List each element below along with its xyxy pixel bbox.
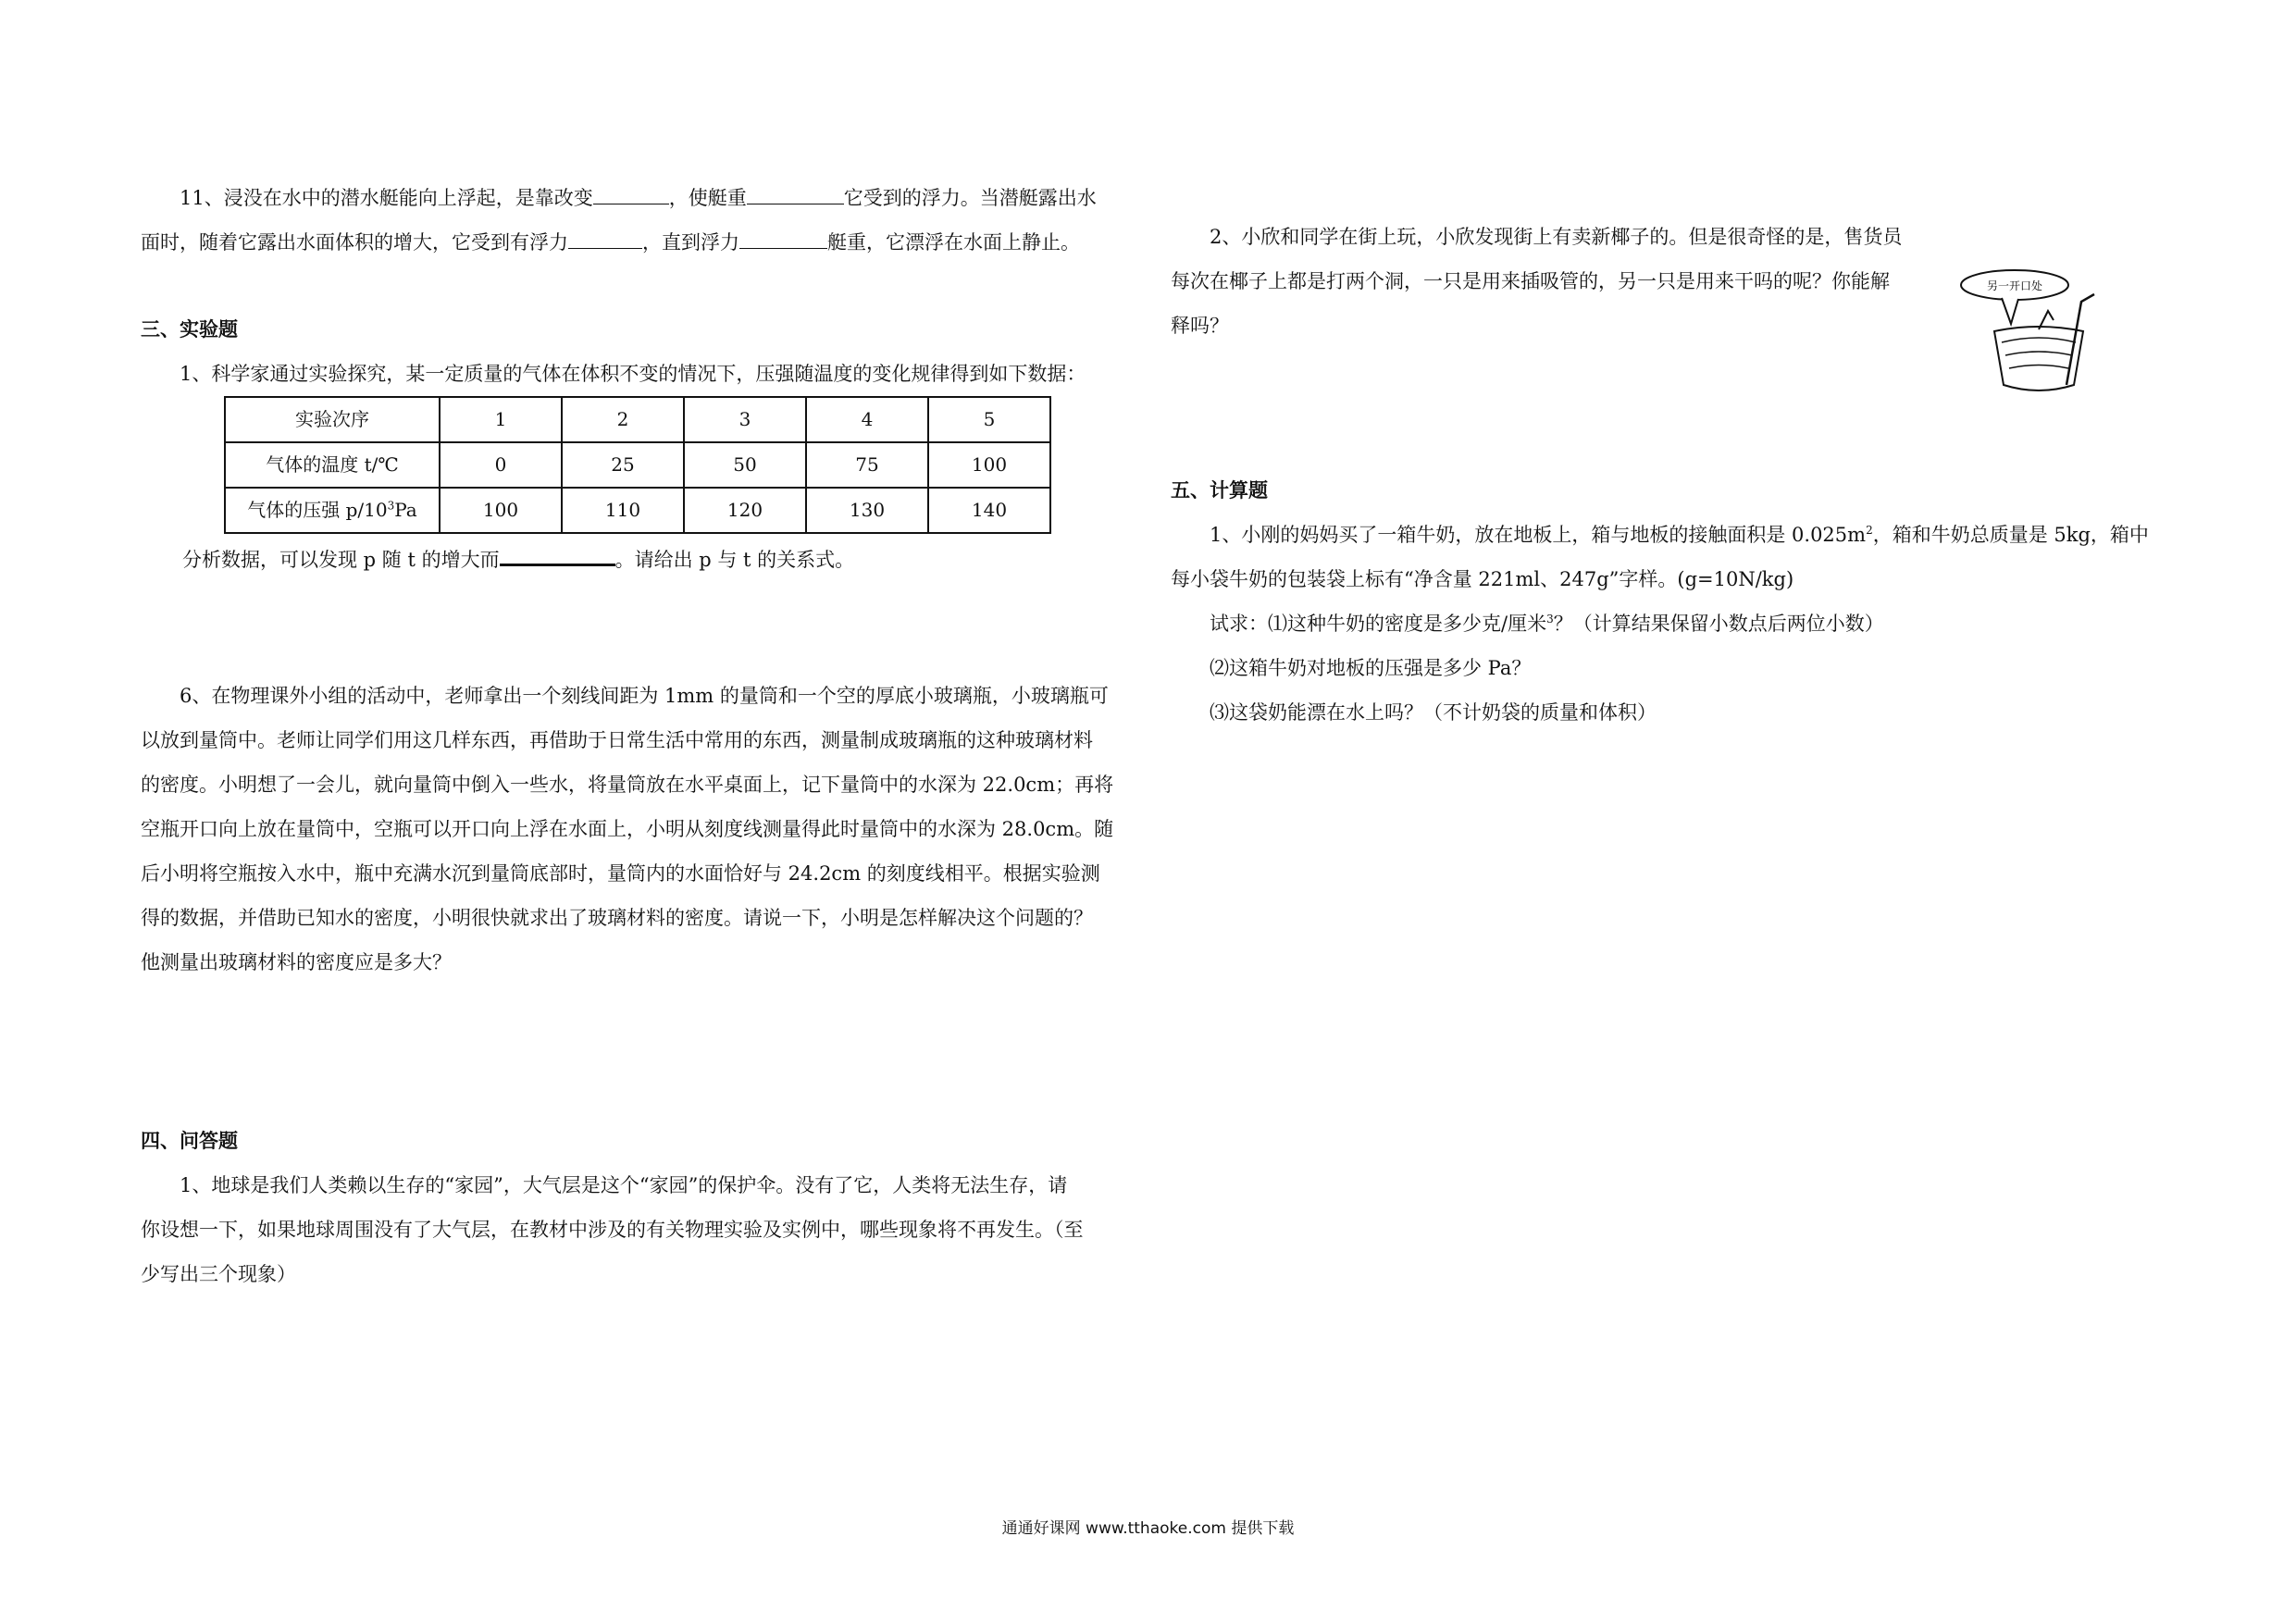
table-label-text: 气体的压强 p/10: [247, 499, 388, 521]
q1-after-text: 分析数据，可以发现 p 随 t 的增大而: [182, 549, 500, 571]
table-cell: [225, 488, 440, 533]
calc-sup: 2: [1866, 524, 1873, 537]
section5-heading: 五、计算题: [1171, 479, 1268, 502]
q11-text: ，直到浮力: [642, 231, 739, 254]
q6-line: 空瓶开口向上放在量筒中，空瓶可以开口向上浮在水面上，小明从刻度线测量得此时量筒中的水深为 28.0cm。随: [141, 818, 1114, 840]
q2-line: 释吗？: [1171, 315, 1229, 337]
q11-text: 艇重，它漂浮在水面上静止。: [827, 231, 1080, 254]
calc-text: 试求：⑴这种牛奶的密度是多少克/厘米: [1210, 613, 1547, 635]
table-cell: 100: [440, 488, 562, 533]
answer-blank: [747, 183, 844, 204]
q11-line1: [141, 176, 1140, 220]
q11-text: 它受到的浮力。当潜艇露出水: [843, 187, 1097, 209]
experiment-q1-after: [182, 538, 1140, 582]
table-cell: 0: [440, 442, 562, 488]
table-cell: 25: [562, 442, 684, 488]
table-label-text: Pa: [394, 499, 417, 521]
calc-text: ，箱和牛奶总质量是 5kg，箱中: [1872, 524, 2149, 546]
calc-text: ？（计算结果保留小数点后两位小数）: [1553, 613, 1884, 635]
table-cell: 实验次序: [225, 397, 440, 442]
q6-line: 以放到量筒中。老师让同学们用这几样东西，再借助于日常生活中常用的东西，测量制成玻璃瓶的这种玻璃材料: [141, 729, 1093, 751]
section4-heading: 四、问答题: [141, 1130, 238, 1152]
calc-sup: 3: [1546, 613, 1554, 626]
figure-label: 另一开口处: [1986, 279, 2043, 292]
table-cell: 110: [562, 488, 684, 533]
coconut-drawing: [1957, 266, 2115, 405]
experiment-q6: [141, 674, 1140, 985]
qa-line: 1、地球是我们人类赖以生存的“家园”，大气层是这个“家园”的保护伞。没有了它，人类将无法生存，请: [180, 1174, 1068, 1196]
qa-line: 少写出三个现象）: [141, 1263, 296, 1285]
q6-line: 的密度。小明想了一会儿，就向量筒中倒入一些水，将量筒放在水平桌面上，记下量筒中的水深为 22.0cm；再将: [141, 774, 1114, 796]
table-cell: 气体的温度 t/℃: [225, 442, 440, 488]
q11-line2: [141, 220, 1140, 265]
table-row: [225, 442, 1050, 488]
coconut-figure: [1957, 266, 2115, 405]
table-cell: 140: [928, 488, 1050, 533]
section3-heading: 三、实验题: [141, 318, 238, 341]
table-row: [225, 488, 1050, 533]
table-cell: 4: [806, 397, 928, 442]
q6-line: 他测量出玻璃材料的密度应是多大？: [141, 951, 452, 973]
q6-line: 后小明将空瓶按入水中，瓶中充满水沉到量筒底部时，量筒内的水面恰好与 24.2cm 的刻度线相平。根据实验测: [141, 862, 1100, 885]
table-cell: 75: [806, 442, 928, 488]
q6-line: 得的数据，并借助已知水的密度，小明很快就求出了玻璃材料的密度。请说一下，小明是怎样解决这个问题的？: [141, 907, 1093, 929]
experiment-q1-intro: 1、科学家通过实验探究，某一定质量的气体在体积不变的情况下，压强随温度的变化规律得到如下数据：: [180, 363, 1086, 385]
calc-line: [1171, 513, 2179, 557]
q2-line: 2、小欣和同学在街上玩，小欣发现街上有卖新椰子的。但是很奇怪的是，售货员: [1210, 226, 1903, 248]
table-row: [225, 397, 1050, 442]
table-cell: 5: [928, 397, 1050, 442]
data-table: [224, 396, 1051, 534]
q2-line: 每次在椰子上都是打两个洞，一只是用来插吸管的，另一只是用来干吗的呢？你能解: [1171, 270, 1890, 292]
bubble-pointer: [2002, 298, 2018, 324]
qa-q1: [141, 1163, 1140, 1296]
q11-text: ，使艇重: [668, 187, 747, 209]
table-cell: 130: [806, 488, 928, 533]
footer: 通通好课网 www.tthaoke.com 提供下载: [1001, 1519, 1295, 1538]
calc-line: ⑶这袋奶能漂在水上吗？（不计奶袋的质量和体积）: [1210, 701, 1657, 724]
calc-line: [1171, 601, 2179, 646]
left-column: [141, 176, 1140, 1296]
table-cell: 3: [684, 397, 806, 442]
q6-line: 6、在物理课外小组的活动中，老师拿出一个刻线间距为 1mm 的量筒和一个空的厚底小玻璃瓶，小玻璃瓶可: [180, 685, 1109, 707]
qa-line: 你设想一下，如果地球周围没有了大气层，在教材中涉及的有关物理实验及实例中，哪些现象将不再发生。（至: [141, 1219, 1084, 1241]
answer-blank: [739, 228, 827, 249]
calc-line: ⑵这箱牛奶对地板的压强是多少 Pa？: [1210, 657, 1532, 679]
table-cell: 1: [440, 397, 562, 442]
table-cell: 120: [684, 488, 806, 533]
q1-after-text: 。请给出 p 与 t 的关系式。: [614, 549, 855, 571]
answer-blank: [568, 228, 642, 249]
answer-blank: [593, 183, 669, 204]
calc-line: 每小袋牛奶的包装袋上标有“净含量 221ml、247g”字样。(g=10N/kg): [1171, 568, 1794, 590]
q11-text: 面时，随着它露出水面体积的增大，它受到有浮力: [141, 231, 568, 254]
calc-text: 1、小刚的妈妈买了一箱牛奶，放在地板上，箱与地板的接触面积是 0.025m: [1210, 524, 1867, 546]
calc-q1: [1171, 513, 2179, 735]
answer-blank: [500, 543, 615, 566]
table-cell: 100: [928, 442, 1050, 488]
table-label-sup: 3: [387, 499, 395, 513]
table-cell: 50: [684, 442, 806, 488]
q11-text: 11、浸没在水中的潜水艇能向上浮起，是靠改变: [180, 187, 593, 209]
cup-outline: [1994, 327, 2083, 390]
table-cell: 2: [562, 397, 684, 442]
